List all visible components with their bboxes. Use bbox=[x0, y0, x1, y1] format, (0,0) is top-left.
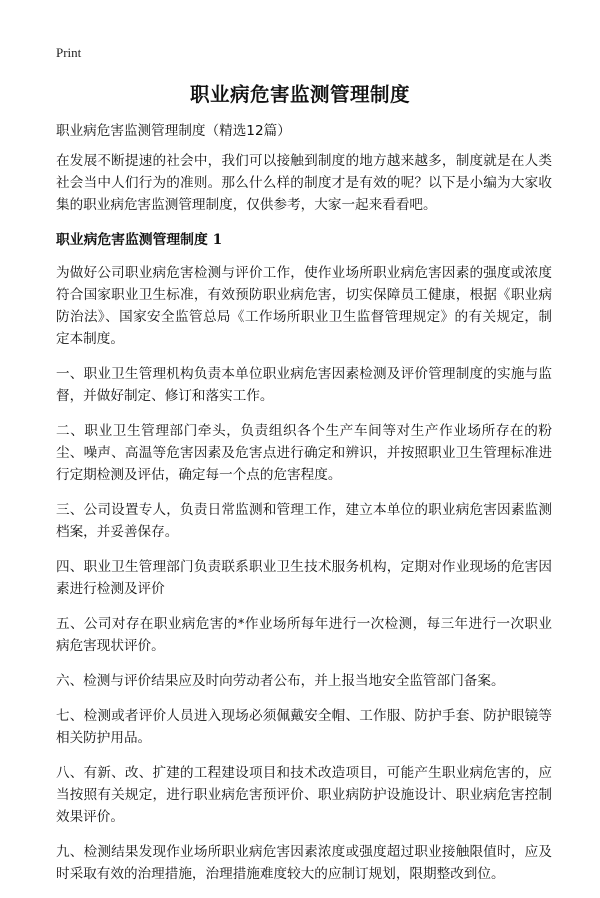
paragraph-item-7: 七、检测或者评价人员进入现场必须佩戴安全帽、工作服、防护手套、防护眼镜等相关防护用品。 bbox=[56, 708, 552, 746]
page-title: 职业病危害监测管理制度 bbox=[189, 83, 410, 106]
paragraph-item-3: 三、公司设置专人，负责日常监测和管理工作，建立本单位的职业病危害因素监测档案，并妥善保存。 bbox=[56, 502, 552, 540]
paragraph-item-5: 五、公司对存在职业病危害的*作业场所每年进行一次检测，每三年进行一次职业病危害现状评价。 bbox=[56, 616, 552, 654]
paragraph-item-1: 一、职业卫生管理机构负责本单位职业病危害因素检测及评价管理制度的实施与监督，并做好制定、修订和落实工作。 bbox=[56, 366, 552, 404]
section-heading: 职业病危害监测管理制度 1 bbox=[56, 232, 223, 248]
document-subtitle: 职业病危害监测管理制度（精选12篇） bbox=[56, 123, 291, 139]
paragraph-item-6: 六、检测与评价结果应及时向劳动者公布，并上报当地安全监管部门备案。 bbox=[56, 673, 505, 689]
paragraph-item-9: 九、检测结果发现作业场所职业病危害因素浓度或强度超过职业接触限值时，应及时采取有效的治理措施，治理措施难度较大的应制订规划，限期整改到位。 bbox=[56, 844, 552, 882]
paragraph-item-8: 八、有新、改、扩建的工程建设项目和技术改造项目，可能产生职业病危害的，应当按照有关规定，进行职业病危害预评价、职业病防护设施设计、职业病危害控制效果评价。 bbox=[56, 765, 552, 825]
paragraph-item-2: 二、职业卫生管理部门牵头，负责组织各个生产车间等对生产作业场所存在的粉尘、噪声、高温等危害因素及危害点进行确定和辨识，并按照职业卫生管理标准进行定期检测及评估，确定每一个点的危害程度。 bbox=[56, 423, 552, 483]
document-body bbox=[56, 120, 552, 898]
print-link[interactable]: Print bbox=[56, 45, 82, 60]
paragraph-preamble: 为做好公司职业病危害检测与评价工作，使作业场所职业病危害因素的强度或浓度符合国家职业卫生标准，有效预防职业病危害，切实保障员工健康，根据《职业病防治法》、国家安全监管总局《工作场所职业卫生监督管理规定》的有关规定，制定本制度。 bbox=[56, 265, 552, 347]
intro-paragraph: 在发展不断提速的社会中，我们可以接触到制度的地方越来越多，制度就是在人类社会当中人们行为的准则。那么什么样的制度才是有效的呢？以下是小编为大家收集的职业病危害监测管理制度，仅供参考，大家一起来看看吧。 bbox=[56, 153, 552, 213]
paragraph-item-4: 四、职业卫生管理部门负责联系职业卫生技术服务机构，定期对作业现场的危害因素进行检测及评价 bbox=[56, 559, 552, 597]
